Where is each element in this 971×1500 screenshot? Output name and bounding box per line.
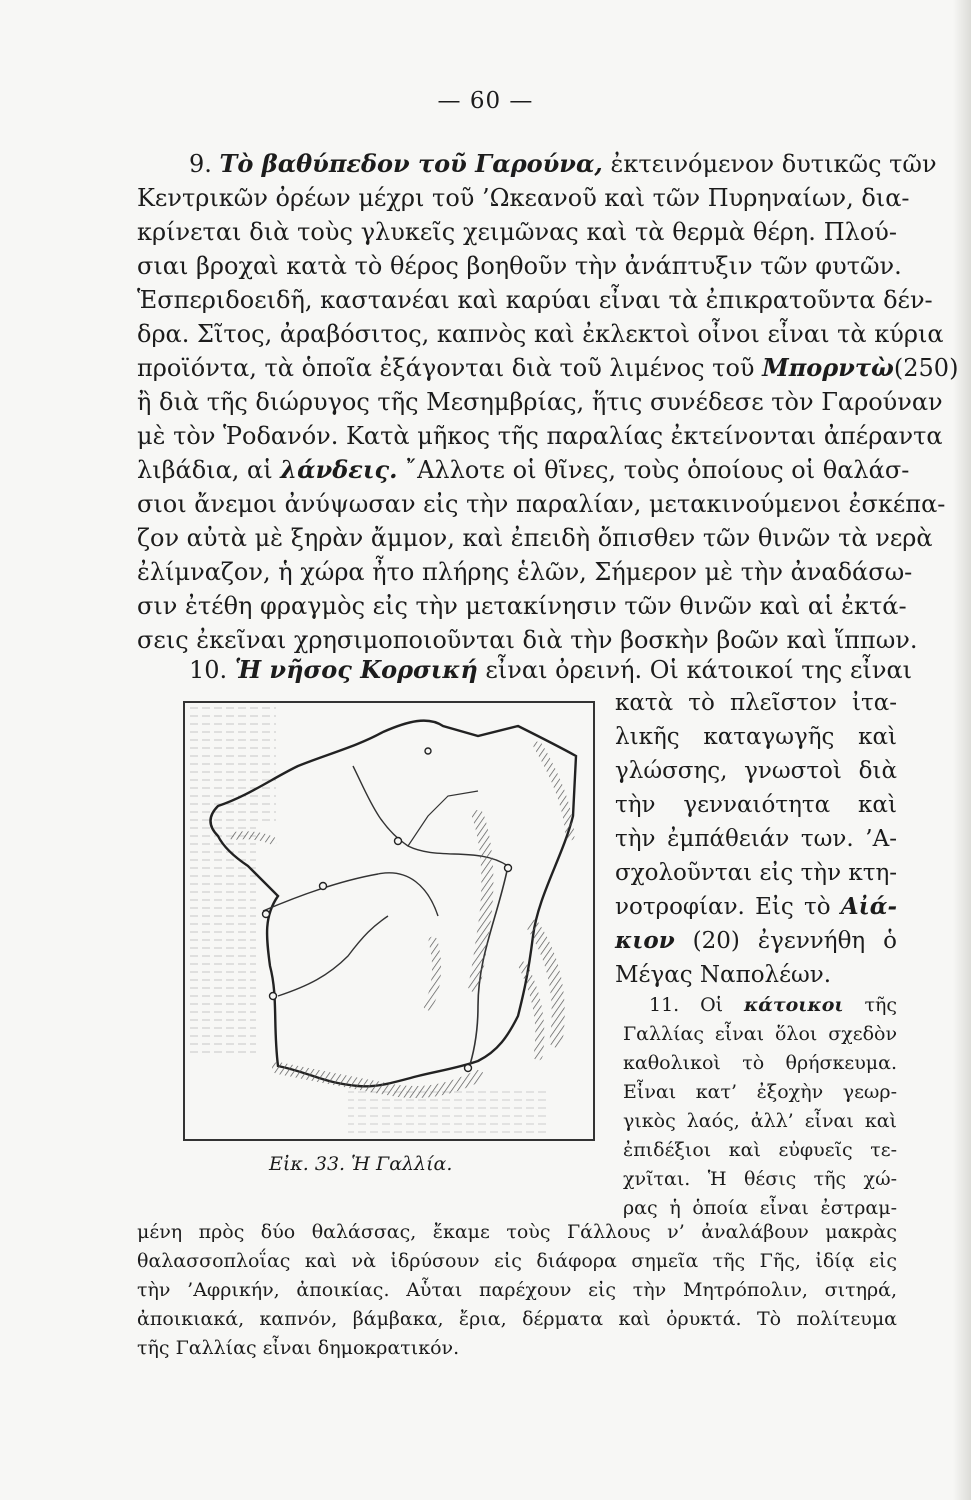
text-line: γικὸς λαός, ἀλλ’ εἶναι καὶ — [623, 1110, 897, 1132]
text-line: σιαι βροχαὶ κατὰ τὸ θέρος βοηθοῦν τὴν ἀνάπτυξιν τῶν φυτῶν. — [137, 252, 902, 280]
atlantic-sea — [186, 824, 256, 1054]
text-line: λικῆς καταγωγῆς καὶ — [615, 724, 897, 750]
loire-river — [263, 873, 438, 916]
text-line — [615, 924, 897, 958]
city-dot — [263, 911, 270, 918]
side-column — [615, 686, 897, 992]
text-line — [137, 453, 910, 487]
text-line: Γαλλίας εἶναι ὅλοι σχεδὸν — [623, 1023, 897, 1045]
france-relief-map — [178, 696, 598, 1146]
text-line: τὴν ’Αφρικήν, ἀποικίας. Αὗται παρέχουν εἰς τὴν Μητρόπολιν, σιτηρά, — [137, 1279, 897, 1301]
text-span: λιβάδια, αἱ — [137, 456, 273, 484]
massif-central — [428, 941, 437, 1006]
text-line: ἀποικιακά, καπνόν, βάμβακα, ἔρια, δέρματα καὶ ὀρυκτά. Τὸ πολίτευμα — [137, 1308, 897, 1330]
section-9-line-1-rest: ἐκτεινόμενον δυτικῶς τῶν — [610, 150, 937, 178]
inhabitants-term: κάτοικοι — [743, 994, 844, 1016]
text-span: εἶναι ὀρεινή. Οἱ κάτοικοί της εἶναι — [485, 656, 913, 684]
text-line: γλώσσης, γνωστοὶ διὰ — [615, 758, 897, 784]
text-line: ἐλίμναζον, ἡ χώρα ἦτο πλήρης ἑλῶν, Σήμερον μὲ τὴν ἀναδάσω- — [137, 558, 913, 586]
city-dot — [395, 838, 402, 845]
english-channel-sea — [186, 704, 276, 824]
ajaccio-term-cont: κιον — [615, 927, 675, 954]
garonne-river — [278, 916, 388, 996]
text-line: τῆς Γαλλίας εἶναι δημοκρατικόν. — [137, 1337, 460, 1359]
text-span: (20) ἐγεννήθη ὁ — [692, 928, 897, 954]
landes-term: λάνδεις. — [280, 455, 398, 484]
section-11-number: 11. — [649, 994, 680, 1016]
text-span: ῎Αλλοτε οἱ θῖνες, τοὺς ὁποίους οἱ θαλάσ- — [405, 456, 910, 484]
text-line: σχολοῦνται εἰς τὴν κτη- — [615, 860, 898, 886]
text-line: μένη πρὸς δύο θαλάσσας, ἔκαμε τοὺς Γάλλους ν’ ἀναλάβουν μακρὰς — [137, 1221, 897, 1243]
text-line — [137, 351, 959, 385]
ajaccio-term: Αἰά- — [840, 893, 897, 920]
figure-caption: Εἰκ. 33. Ἡ Γαλλία. — [269, 1153, 453, 1175]
text-span: νοτροφίαν. Εἰς τὸ — [615, 894, 831, 920]
page-edge-shadow — [953, 0, 971, 1500]
section-10-number: 10. — [189, 656, 228, 684]
text-line: τὴν γενναιότητα καὶ — [615, 792, 897, 818]
page-number: — 60 — — [437, 88, 534, 114]
text-line: χνῖται. Ἡ θέσις τῆς χώ- — [623, 1168, 897, 1190]
pyrenees-range — [278, 1068, 478, 1092]
text-line: σεις ἐκεῖναι χρησιμοποιοῦνται διὰ τὴν βοσκὴν βοῶν καὶ ἵππων. — [137, 626, 918, 654]
tributary — [408, 791, 478, 846]
section-10-title: Ἡ νῆσος Κορσική — [234, 655, 478, 684]
central-mountains — [474, 816, 487, 986]
vosges-range — [538, 746, 570, 836]
section-11-line-1 — [623, 991, 897, 1020]
section-9-line-1 — [137, 147, 937, 181]
bordeaux-term: Μπορντὼ — [762, 353, 894, 382]
city-dot — [505, 865, 512, 872]
section-10-line-1 — [137, 653, 913, 687]
text-line: ἐπιδέξιοι καὶ εὐφυεῖς τε- — [623, 1139, 897, 1161]
city-dot — [320, 883, 327, 890]
section-9-title: Τὸ βαθύπεδον τοῦ Γαρούνα, — [219, 149, 603, 178]
section-11-continued — [137, 1218, 897, 1363]
text-line: Ἑσπεριδοειδῆ, καστανέαι καὶ καρύαι εἶναι τὰ ἐπικρατοῦντα δέν- — [137, 286, 933, 314]
city-dot — [465, 1065, 472, 1072]
text-line: ζον αὐτὰ μὲ ξηρὰν ἄμμον, καὶ ἐπειδὴ ὄπισθεν τῶν θινῶν τὰ νερὰ — [137, 524, 933, 552]
text-span: τῆς — [864, 994, 897, 1016]
text-line: ρας ἡ ὁποία εἶναι ἐστραμ- — [623, 1197, 897, 1219]
text-line: ἢ διὰ τῆς διώρυγος τῆς Μεσημβρίας, ἥτις συνέδεσε τὸν Γαρούναν — [137, 388, 943, 416]
text-line: μὲ τὸν Ῥοδανόν. Κατὰ μῆκος τῆς παραλίας ἐκτείνονται ἀπέραντα — [137, 422, 943, 450]
text-line: καθολικοὶ τὸ θρήσκευμα. — [623, 1052, 897, 1074]
alps-inner-range — [523, 966, 540, 1056]
section-9 — [137, 147, 959, 657]
text-line: δρα. Σῖτος, ἀραβόσιτος, καπνὸς καὶ ἐκλεκτοὶ οἶνοι εἶναι τὰ κύρια — [137, 320, 944, 348]
text-line: τὴν ἐμπάθειάν των. ’Α- — [615, 826, 897, 852]
city-dot — [425, 748, 431, 754]
text-line: Κεντρικῶν ὀρέων μέχρι τοῦ ’Ωκεανοῦ καὶ τῶν Πυρηναίων, δια- — [137, 184, 910, 212]
text-line: σιοι ἄνεμοι ἀνύψωσαν εἰς τὴν παραλίαν, μετακινούμενοι ἐσκέπα- — [137, 490, 946, 518]
text-line: κατὰ τὸ πλεῖστον ἰτα- — [615, 690, 897, 716]
text-line: σιν ἐτέθη φραγμὸς εἰς τὴν μετακίνησιν τῶν θινῶν καὶ αἱ ἐκτά- — [137, 592, 907, 620]
mediterranean-sea — [348, 1086, 548, 1138]
text-line: Εἶναι κατ’ ἐξοχὴν γεωρ- — [623, 1081, 897, 1103]
section-11 — [623, 991, 897, 1223]
text-span: Οἱ — [700, 994, 724, 1016]
text-line: κρίνεται διὰ τοὺς γλυκεῖς χειμῶνας καὶ τὰ θερμὰ θέρη. Πλού- — [137, 218, 897, 246]
text-span: (250) — [893, 354, 959, 382]
text-line: Μέγας Ναπολέων. — [615, 962, 832, 988]
text-line — [615, 890, 897, 924]
section-9-number: 9. — [189, 150, 212, 178]
city-dot — [270, 993, 277, 1000]
section-10 — [137, 653, 913, 687]
text-span: προϊόντα, τὰ ὁποῖα ἐξάγονται διὰ τοῦ λιμένος τοῦ — [137, 354, 755, 382]
text-line: θαλασσοπλοΐας καὶ νὰ ἱδρύσουν εἰς διάφορα σημεῖα τῆς Γῆς, ἰδίᾳ εἰς — [137, 1250, 897, 1272]
